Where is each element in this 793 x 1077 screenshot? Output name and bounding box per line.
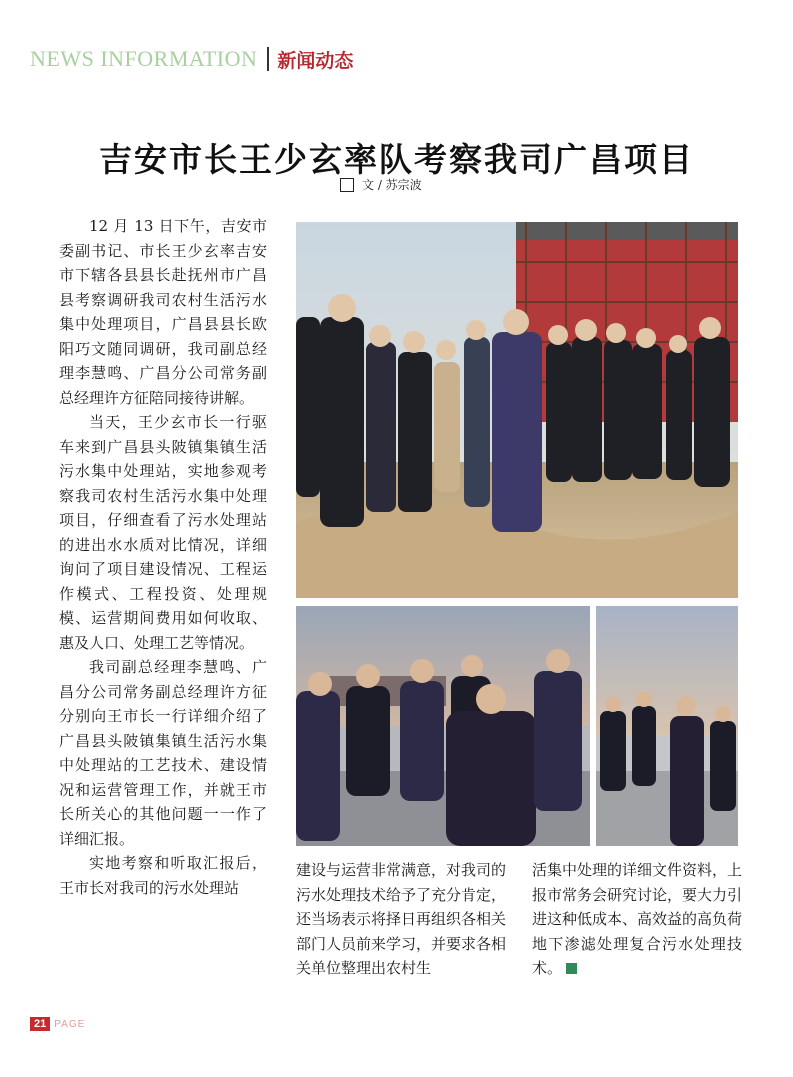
- article-column-middle: [296, 858, 506, 981]
- paragraph-4-ending: [532, 858, 742, 981]
- paragraph-1: 12 月 13 日下午，吉安市委副书记、市长王少玄率吉安市下辖各县县长赴抚州市广昌县考察调研我司农村生活污水集中处理项目，广昌县县长欧阳巧文随同调研，我司副总经理李慧鸣、广昌分公司常务副总经理许方征陪同接待讲解。: [59, 217, 267, 407]
- paragraph-3: 我司副总经理李慧鸣、广昌分公司常务副总经理许方征分别向王市长一行详细介绍了广昌县头陂镇集镇生活污水集中处理站的工艺技术、建设情况和运营管理工作，并就王市长所关心的其他问题一一作了详细汇报。: [59, 658, 267, 848]
- end-of-article-icon: [566, 963, 577, 974]
- photo-group-briefing: [296, 606, 590, 846]
- byline-box-icon: [340, 178, 354, 192]
- article-title: 吉安市长王少玄率队考察我司广昌项目: [99, 140, 694, 180]
- section-header: [30, 44, 353, 74]
- page-number: 21: [30, 1017, 50, 1031]
- paragraph-2: 当天，王少玄市长一行驱车来到广昌县头陂镇集镇生活污水集中处理站，实地参观考察我司农村生活污水集中处理项目，仔细查看了污水处理站的进出水水质对比情况，详细询问了项目建设情况、工程运作模式、工程投资、处理规模、运营期间费用如何收取、惠及人口、处理工艺等情况。: [59, 413, 267, 652]
- article-column-right: [532, 858, 742, 981]
- page-footer: [30, 1017, 85, 1031]
- article-column-left: [59, 214, 267, 900]
- page-label: PAGE: [54, 1018, 86, 1030]
- byline: [340, 176, 422, 193]
- byline-author: 文 / 苏宗波: [362, 178, 422, 192]
- paragraph-4-continued: 建设与运营非常满意，对我司的污水处理技术给予了充分肯定，还当场表示将择日再组织各相关部门人员前来学习，并要求各相关单位整理出农村生: [296, 861, 507, 977]
- section-title-cn: 新闻动态: [277, 49, 354, 72]
- paragraph-4: 实地考察和听取汇报后，王市长对我司的污水处理站: [59, 854, 267, 897]
- photo-dusk-discussion: [596, 606, 738, 846]
- section-title-en: NEWS INFORMATION: [30, 46, 258, 71]
- photo-site-inspection: [296, 222, 738, 598]
- paragraph-4-ending-text: 活集中处理的详细文件资料，上报市常务会研究讨论，要大力引进这种低成本、高效益的高负荷地下渗滤处理复合污水处理技术。: [532, 861, 743, 977]
- header-divider: [267, 47, 269, 71]
